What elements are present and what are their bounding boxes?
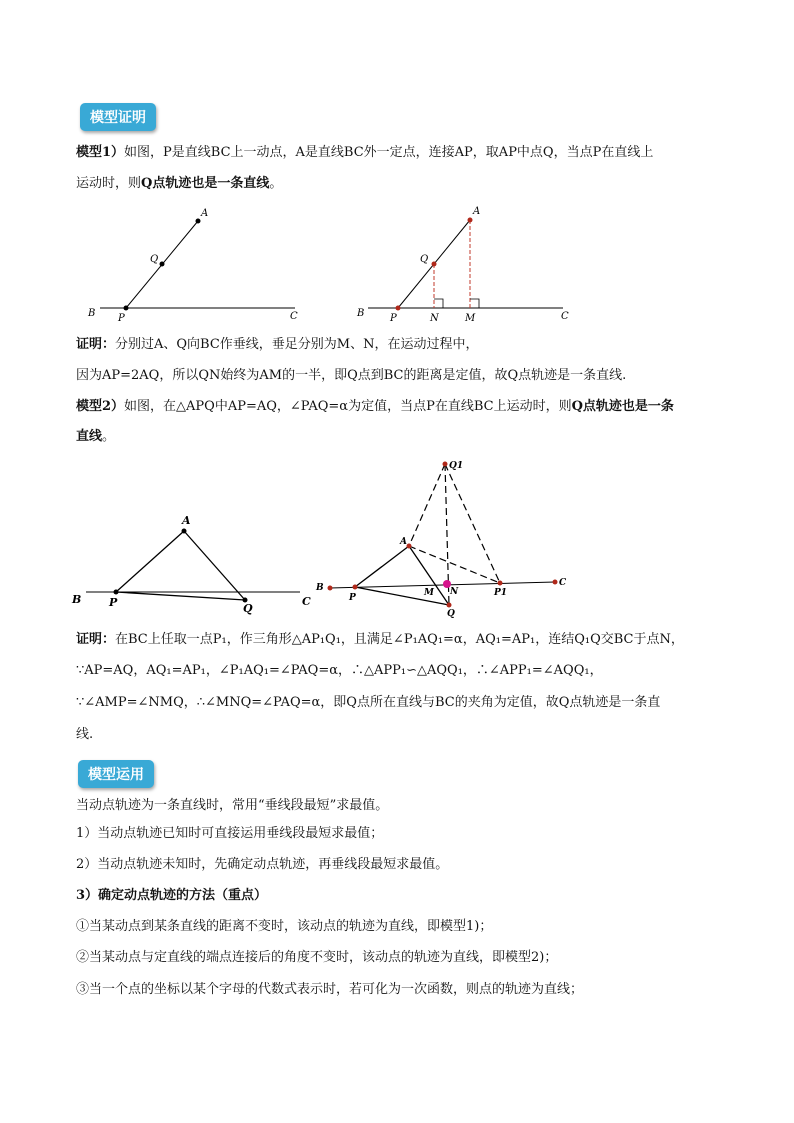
fig2l-label-B: B [72, 593, 82, 606]
fig2l-label-C: C [302, 595, 311, 608]
proof2-text1: 在BC上任取一点P₁，作三角形△AP₁Q₁，且满足∠P₁AQ₁=α，AQ₁=AP₁，连结Q₁Q交BC于点N， [115, 632, 684, 647]
figure1-right [355, 200, 585, 325]
fig1r-label-N: N [430, 313, 439, 324]
fig1l-label-B: B [88, 308, 96, 319]
method3: ③当一个点的坐标以某个字母的代数式表示时，若可化为一次函数，则点的轨迹为直线； [76, 982, 584, 997]
model2-line1 [76, 397, 726, 417]
proof2-label: 证明： [76, 632, 116, 647]
section-badge-proof: 模型证明 [80, 103, 156, 131]
fig2l-label-A: A [182, 514, 191, 527]
model2-text2-end: 。 [102, 429, 116, 444]
fig1r-label-A: A [473, 206, 481, 217]
proof1-text1: 分别过A、Q向BC作垂线，垂足分别为M、N，在运动过程中， [115, 337, 479, 352]
application-item3: 3）确定动点轨迹的方法（重点） [76, 888, 268, 903]
fig2r-label-A: A [400, 537, 407, 547]
proof1-line2: 因为AP=2AQ，所以QN始终为AM的一半，即Q点到BC的距离是定值，故Q点轨迹是一条直线. [76, 368, 627, 383]
model1-label: 模型1） [76, 145, 125, 160]
fig2r-label-M: M [424, 588, 434, 598]
figure1-left [80, 200, 310, 325]
method2: ②当某动点与定直线的端点连接后的角度不变时，该动点的轨迹为直线，即模型2)； [76, 950, 558, 965]
fig1l-label-A: A [201, 208, 209, 219]
model1-text2-end: 。 [269, 176, 283, 191]
model2-label: 模型2） [76, 399, 125, 414]
fig2l-label-Q: Q [243, 602, 253, 615]
proof1-label: 证明： [76, 337, 116, 352]
section-badge-application: 模型运用 [78, 760, 154, 788]
model1-line1 [76, 143, 726, 163]
application-item1: 1）当动点轨迹已知时可直接运用垂线段最短求最值； [76, 826, 384, 841]
fig1l-label-P: P [118, 313, 125, 324]
fig2r-label-P: P [349, 593, 356, 603]
fig2r-label-Q1: Q1 [449, 461, 464, 471]
fig2r-label-Q: Q [447, 609, 455, 619]
fig1r-label-M: M [465, 313, 476, 324]
application-intro: 当动点轨迹为一条直线时，常用“垂线段最短”求最值。 [76, 798, 389, 813]
model2-text1-bold: Q点轨迹也是一条 [571, 399, 674, 414]
model1-text1: 如图，P是直线BC上一动点，A是直线BC外一定点，连接AP，取AP中点Q，当点P在直线上 [124, 145, 654, 160]
fig2r-label-B: B [316, 583, 324, 593]
fig1r-label-P: P [390, 313, 397, 324]
model2-text2-bold: 直线 [76, 429, 103, 444]
model2-line2 [76, 427, 726, 447]
fig1l-label-C: C [290, 311, 298, 322]
model1-text2-bold: Q点轨迹也是一条直线 [141, 176, 270, 191]
proof2-line2: ∵AP=AQ，AQ₁=AP₁，∠P₁AQ₁=∠PAQ=α，∴△APP₁∽△AQQ₁，∴∠APP₁=∠AQQ₁， [76, 663, 603, 678]
fig2r-label-N: N [450, 587, 459, 597]
model1-text2: 运动时，则 [76, 176, 142, 191]
fig2l-label-P: P [109, 596, 118, 609]
proof2-line3: ∵∠AMP=∠NMQ，∴∠MNQ=∠PAQ=α，即Q点所在直线与BC的夹角为定值，故Q点轨迹是一条直 [76, 695, 661, 710]
model1-line2 [76, 174, 726, 194]
fig1r-label-B: B [357, 308, 365, 319]
proof1-line1 [76, 335, 726, 355]
fig1r-label-Q: Q [420, 254, 429, 265]
fig2r-label-C: C [559, 578, 567, 588]
method1: ①当某动点到某条直线的距离不变时，该动点的轨迹为直线，即模型1)； [76, 919, 493, 934]
model2-text1: 如图，在△APQ中AP=AQ，∠PAQ=α为定值，当点P在直线BC上运动时，则 [124, 399, 572, 414]
figure2-right [310, 455, 580, 620]
application-item2: 2）当动点轨迹未知时，先确定动点轨迹，再垂线段最短求最值。 [76, 857, 449, 872]
figure2-left [68, 505, 328, 615]
fig1r-label-C: C [561, 311, 569, 322]
proof2-line1 [76, 630, 726, 650]
proof2-line4: 线. [76, 727, 94, 742]
fig1l-label-Q: Q [150, 254, 159, 265]
fig2r-label-P1: P1 [494, 588, 508, 598]
